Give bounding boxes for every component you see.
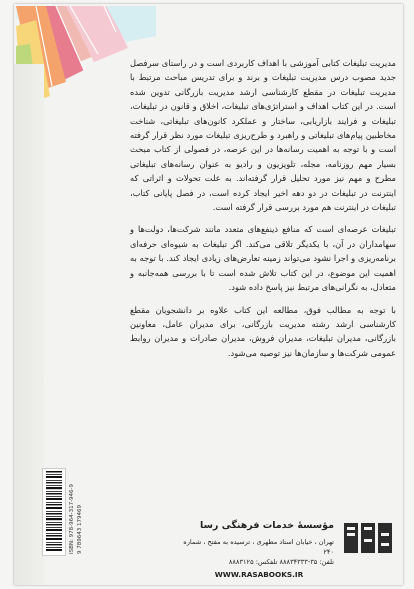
publisher-phone: تلفن: ۳۵-۸۸۸۳۴۳۳۳ تلفکس: ۸۸۸۳۱۲۵	[228, 558, 334, 566]
description-paragraph-3: با توجه به مطالب فوق، مطالعه این کتاب علاوه بر دانشجویان مقطع کارشناسی ارشد رشته مدیریت بازرگانی، برای مدیران عامل، معاونین بازرگانی، مدیران تبلیغات، مدیران فروش، مدیران صادرات و مدیران روابط عمومی شرکت‌ها و سازمان‌ها نیز توصیه می‌شود.	[130, 304, 396, 358]
back-cover-description	[130, 56, 396, 368]
isbn-text	[68, 470, 83, 554]
barcode	[42, 468, 66, 556]
cover-left-strip	[14, 64, 44, 585]
publisher-address: تهران ، خیابان استاد مطهری ، ترسیده به مفتح ، شماره ۲۴۰	[183, 538, 334, 556]
publisher-logo-icon	[342, 519, 394, 557]
publisher-name: مؤسسهٔ خدمات فرهنگی رسا	[200, 520, 334, 531]
publisher-website: WWW.RASABOOKS.IR	[214, 570, 304, 579]
book-back-cover	[14, 4, 403, 585]
isbn-label: ISBN: 978-964-317-946-9	[69, 483, 75, 554]
barcode-number: 9 789643 179469	[77, 505, 83, 554]
description-paragraph-1: مدیریت تبلیغات کتابی آموزشی با اهداف کاربردی است و در راستای سرفصل جدید مصوب درس مدیریت تبلیغات و برند و برای تدریس مباحث مرتبط با مدیریت تبلیغات در مقطع کارشناسی ارشد مدیریت بازرگانی تدوین شده است. در این کتاب اهداف و استراتژی‌های تبلیغات، اخلاق و قانون در تبلیغات، تبلیغات و فرایند بازاریابی، ساختار و عملکرد کانون‌های تبلیغاتی، شناخت مخاطبین پیام‌های تبلیغاتی و راهبرد و طرح‌ریزی تبلیغات مورد نظر قرار گرفته است و با توجه به اهمیت رسانه‌ها در این عرصه، در فصولی از کتاب مبحث بسیار مهم روزنامه، مجله، تلویزیون و رادیو به عنوان رسانه‌های تبلیغاتی مطرح و مهم نیز مورد تحلیل قرار گرفته‌اند. به علت تحولات و اثراتی که اینترنت در تبلیغات در دو دهه اخیر ایجاد کرده است، در فصل پایانی کتاب، تبلیغات در اینترنت هم مورد بررسی قرار گرفته است.	[130, 58, 396, 213]
barcode-bars	[44, 471, 64, 553]
publisher-info	[174, 520, 334, 579]
description-paragraph-2: تبلیغات عرصه‌ای است که منافع ذینفع‌های متعدد مانند شرکت‌ها، دولت‌ها و سهامداران در آن، با یکدیگر تلاقی می‌کند. اگر تبلیغات به شیوه‌ای حرفه‌ای برنامه‌ریزی و اجرا نشود می‌تواند زمینه تعارض‌های زیادی ایجاد کند. با توجه به اهمیت این موضوع، در این کتاب تلاش شده است تا با بررسی همه‌جانبه و متعادل، به نگرانی‌های مرتبط نیز پاسخ داده شود.	[130, 224, 396, 293]
